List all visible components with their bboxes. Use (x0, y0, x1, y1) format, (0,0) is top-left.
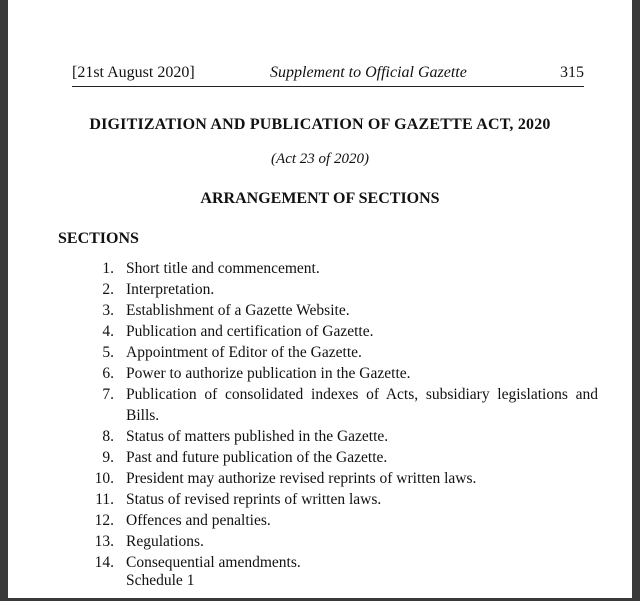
section-number: 9. (102, 449, 114, 466)
act-title: DIGITIZATION AND PUBLICATION OF GAZETTE ACT, 2020 (89, 116, 551, 133)
section-number: 14. (94, 554, 114, 571)
section-title: Regulations. (126, 533, 204, 550)
list-item (58, 384, 598, 426)
section-number: 4. (102, 323, 114, 340)
section-number: 11. (95, 491, 114, 508)
section-number: 1. (102, 260, 114, 277)
list-item (58, 468, 598, 489)
section-title: Publication of consolidated indexes of Acts, subsidiary legislations and Bills. (126, 386, 598, 424)
section-number: 3. (102, 302, 114, 319)
section-title: Establishment of a Gazette Website. (126, 302, 350, 319)
section-number: 10. (94, 470, 114, 487)
section-number: 6. (102, 365, 114, 382)
list-item (58, 489, 598, 510)
list-item (58, 510, 598, 531)
list-item (58, 426, 598, 447)
list-item (58, 321, 598, 342)
header-date: [21st August 2020] (72, 64, 195, 81)
section-number: 5. (102, 344, 114, 361)
section-title: Consequential amendments. (126, 554, 301, 571)
section-title: Power to authorize publication in the Gazette. (126, 365, 411, 382)
section-title: Interpretation. (126, 281, 215, 298)
section-number: 2. (102, 281, 114, 298)
list-item (58, 531, 598, 552)
section-title: Publication and certification of Gazette. (126, 323, 374, 340)
arrangement-heading: ARRANGEMENT OF SECTIONS (200, 190, 440, 207)
section-title: President may authorize revised reprints of written laws. (126, 470, 477, 487)
section-title: Offences and penalties. (126, 512, 271, 529)
section-number: 8. (102, 428, 114, 445)
document-page (8, 0, 632, 598)
list-item (58, 258, 598, 279)
list-item (58, 342, 598, 363)
section-number: 13. (94, 533, 114, 550)
section-title: Short title and commencement. (126, 260, 320, 277)
header-gazette-title: Supplement to Official Gazette (270, 64, 467, 81)
section-title: Appointment of Editor of the Gazette. (126, 344, 362, 361)
list-item (58, 363, 598, 384)
section-number: 7. (102, 386, 114, 403)
list-item (58, 447, 598, 468)
act-number: (Act 23 of 2020) (271, 151, 369, 167)
page-number: 315 (560, 64, 584, 81)
section-title: Status of revised reprints of written laws. (126, 491, 382, 508)
list-item (58, 279, 598, 300)
running-header (72, 64, 584, 87)
list-item (58, 552, 598, 573)
section-title: Past and future publication of the Gazette. (126, 449, 388, 466)
list-item (58, 300, 598, 321)
sections-heading: SECTIONS (58, 230, 139, 247)
schedule-label: Schedule 1 (126, 572, 195, 589)
sections-list (58, 258, 598, 573)
section-number: 12. (94, 512, 114, 529)
section-title: Status of matters published in the Gazette. (126, 428, 389, 445)
